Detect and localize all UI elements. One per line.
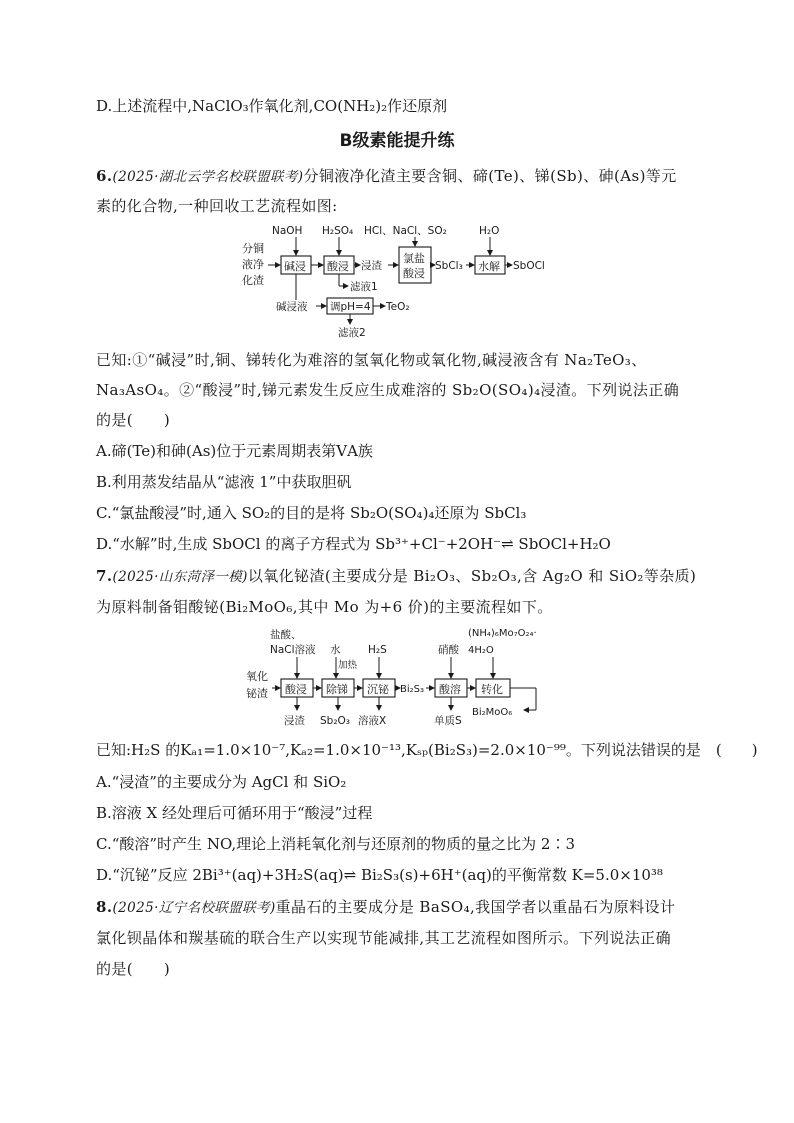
q6-option-d: D.“水解”时,生成 SbOCl 的离子方程式为 Sb³⁺+Cl⁻+2OH⁻⇌ SbOCl+H₂O xyxy=(96,535,611,553)
q6-flow-reagent3: HCl、NaCl、SO₂ xyxy=(364,225,447,237)
q6-stem-line1 xyxy=(96,166,677,187)
q6-flow-mid2: SbCl₃ xyxy=(435,260,463,272)
q6-flow-filtrate1: 滤液1 xyxy=(350,281,378,293)
q6-flow-start-2: 液净 xyxy=(242,258,264,271)
q6-flow-start-3: 化渣 xyxy=(242,274,264,287)
q6-known-line2: Na₃AsO₄。②“酸浸”时,锑元素发生反应生成难溶的 Sb₂O(SO₄)₄浸渣。下列说法正确 xyxy=(96,381,680,399)
q7-option-a: A.“浸渣”的主要成分为 AgCl 和 SiO₂ xyxy=(96,773,347,791)
q7-option-b: B.溶液 X 经处理后可循环用于“酸浸”过程 xyxy=(96,804,373,822)
q6-flow-box1: 碱浸 xyxy=(284,260,306,273)
q8-number: 8. xyxy=(96,898,113,916)
q7-flow-reagent5-2: 4H₂O xyxy=(468,645,494,656)
q7-stem-line1 xyxy=(96,566,696,587)
q6-flow-product2: TeO₂ xyxy=(386,301,410,313)
q8-stem-text1: 重晶石的主要成分是 BaSO₄,我国学者以重晶石为原料设计 xyxy=(275,898,676,916)
q7-flow-box5: 转化 xyxy=(481,683,503,696)
q6-option-a: A.碲(Te)和砷(As)位于元素周期表第ⅤA族 xyxy=(96,442,373,460)
q7-flow-reagent2: 水 xyxy=(330,644,341,656)
q6-stem-text1: 分铜液净化渣主要含铜、碲(Te)、锑(Sb)、砷(As)等元 xyxy=(303,167,677,185)
q8-source: (2025·辽宁名校联盟联考) xyxy=(112,900,276,916)
q6-flow-reagent1: NaOH xyxy=(272,225,303,237)
q6-flow-filtrate2: 滤液2 xyxy=(338,327,366,339)
section-title: B级素能提升练 xyxy=(339,131,455,151)
q7-flow-reagent2b: 加热 xyxy=(338,660,358,671)
q7-flow-reagent4: 硝酸 xyxy=(438,644,459,656)
q7-flow-reagent5-1: (NH₄)₆Mo₇O₂₄· xyxy=(468,628,537,639)
q6-flow-start-1: 分铜 xyxy=(242,242,264,255)
option-d-q5: D.上述流程中,NaClO₃作氧化剂,CO(NH₂)₂作还原剂 xyxy=(96,97,448,115)
q7-option-d: D.“沉铋”反应 2Bi³⁺(aq)+3H₂S(aq)⇌ Bi₂S₃(s)+6H⁺(aq)的平衡常数 K=5.0×10³⁸ xyxy=(96,866,663,884)
q7-flow-reagent1-2: NaCl溶液 xyxy=(270,644,316,656)
q6-known-line3: 的是( ) xyxy=(96,411,171,429)
q7-flow-reagent3: H₂S xyxy=(368,644,387,656)
q7-flowchart xyxy=(240,622,570,734)
q7-flow-out4: 单质S xyxy=(434,715,462,727)
q6-flow-box3-1: 氯盐 xyxy=(403,252,425,265)
q6-option-b: B.利用蒸发结晶从“滤液 1”中获取胆矾 xyxy=(96,473,352,491)
q6-flow-box2: 酸浸 xyxy=(327,260,349,273)
q7-flow-out1: 浸渣 xyxy=(284,715,305,727)
q7-flow-box2: 除锑 xyxy=(326,683,348,696)
q7-flow-start-2: 铋渣 xyxy=(246,687,268,700)
q7-known: 已知:H₂S 的Kₐ₁=1.0×10⁻⁷,Kₐ₂=1.0×10⁻¹³,Kₛₚ(Bi₂S₃)=2.0×10⁻⁹⁹。下列说法错误的是 ( ) xyxy=(96,741,758,759)
q8-stem-line1 xyxy=(96,897,675,918)
q7-number: 7. xyxy=(96,567,113,585)
q7-flow-box1: 酸浸 xyxy=(285,683,307,696)
q6-flow-mid1: 浸渣 xyxy=(361,260,382,272)
q6-number: 6. xyxy=(96,167,113,185)
q7-option-c: C.“酸溶”时产生 NO,理论上消耗氧化剂与还原剂的物质的量之比为 2∶3 xyxy=(96,835,575,853)
q7-flow-box4: 酸溶 xyxy=(439,683,461,696)
q7-flow-start-1: 氧化 xyxy=(246,670,268,683)
q8-stem-line2: 氯化钡晶体和羰基硫的联合生产以实现节能减排,其工艺流程如图所示。下列说法正确 xyxy=(96,929,671,947)
q7-stem-text1: 以氧化铋渣(主要成分是 Bi₂O₃、Sb₂O₃,含 Ag₂O 和 SiO₂等杂质) xyxy=(247,567,697,585)
q7-flow-out3: 溶液X xyxy=(358,715,387,727)
q7-stem-line2: 为原料制备钼酸铋(Bi₂MoO₆,其中 Mo 为+6 价)的主要流程如下。 xyxy=(96,598,553,616)
q6-flow-product1: SbOCl xyxy=(513,260,545,272)
q6-flowchart xyxy=(230,220,570,342)
q6-flow-reagent2: H₂SO₄ xyxy=(322,225,354,237)
q6-flow-box3-2: 酸浸 xyxy=(403,267,425,280)
q8-stem-line3: 的是( ) xyxy=(96,960,171,978)
q6-flow-box4: 水解 xyxy=(478,260,500,273)
q6-flow-alk: 碱浸液 xyxy=(276,301,308,313)
q7-flow-out2: Sb₂O₃ xyxy=(320,715,351,727)
q6-stem-line2: 素的化合物,一种回收工艺流程如图: xyxy=(96,197,338,215)
q6-known-line1: 已知:①“碱浸”时,铜、锑转化为难溶的氢氧化物或氧化物,碱浸液含有 Na₂TeO₃、 xyxy=(96,351,647,369)
q7-flow-mid1: Bi₂S₃ xyxy=(400,684,425,695)
q6-source: (2025·湖北云学名校联盟联考) xyxy=(112,169,304,185)
q7-flow-product: Bi₂MoO₆ xyxy=(472,707,513,718)
q7-flow-box3: 沉铋 xyxy=(367,683,389,696)
q6-flow-box5: 调pH=4 xyxy=(330,301,371,313)
q6-option-c: C.“氯盐酸浸”时,通入 SO₂的目的是将 Sb₂O(SO₄)₄还原为 SbCl₃ xyxy=(96,504,527,522)
q7-flow-reagent1-1: 盐酸、 xyxy=(270,629,302,641)
q6-flow-reagent4: H₂O xyxy=(479,225,500,237)
q7-source: (2025·山东菏泽一模) xyxy=(112,569,248,585)
